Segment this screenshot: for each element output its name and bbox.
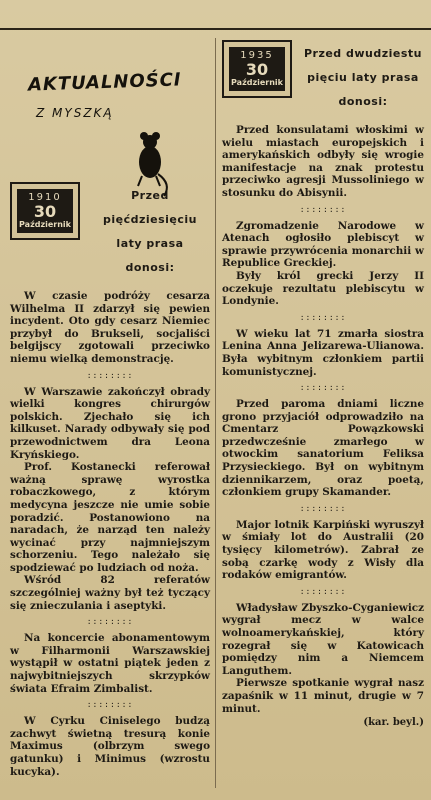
news-item: Przed konsulatami włoskimi w wielu miastach europejskich i amerykańskich odbyły się wrogie manifestacje na znak protestu przeciwko agresji Mussoliniego w stosunku do Abisynii. — [222, 124, 424, 199]
separator: :::::::: — [86, 700, 134, 710]
top-rule — [0, 28, 431, 30]
separator: :::::::: — [299, 312, 347, 322]
date-month: Październik — [19, 220, 71, 229]
separator: :::::::: — [86, 370, 134, 380]
news-item: Władysław Zbyszko-Cyganiewicz wygrał mecz w walce wolnoamerykańskiej, który rozegrał się w Katowicach pomiędzy nim a Niemcem Languthem. — [222, 601, 424, 677]
masthead — [10, 36, 210, 178]
right-column — [222, 36, 424, 728]
mouse-icon — [128, 128, 176, 200]
intro-text: Przed pięćdziesięciu laty prasa donosi: — [102, 189, 198, 274]
separator: :::::::: — [299, 204, 347, 214]
dateline-1935 — [222, 40, 424, 114]
news-item: W wieku lat 71 zmarła siostra Lenina Anna Jelizarewa-Ulianowa. Była wybitnym członkiem partii komunistycznej. — [222, 327, 424, 378]
separator: :::::::: — [299, 383, 347, 393]
news-item: W Cyrku Ciniselego budzą zachwyt świetną tresurą konie Maximus (olbrzym swego gatunku) i Minimus (wzrostu kucyka). — [10, 715, 210, 778]
news-item: W czasie podróży cesarza Wilhelma II zdarzył się pewien incydent. Oto gdy cesarz Niemiec przybył do Brukseli, socjaliści belgijscy zgotowali przeciwko niemu wielką demonstrację. — [10, 290, 210, 365]
separator: :::::::: — [86, 617, 134, 627]
news-item: Na koncercie abonamentowym w Filharmonii Warszawskiej wystąpił w ostatni piątek jeden z najwybitniejszych skrzypków świata Efraim Zimbalist. — [10, 632, 210, 695]
author-signature: (kar. beyl.) — [363, 717, 424, 729]
news-item: Były król grecki Jerzy II oczekuje rezultatu plebiscytu w Londynie. — [222, 269, 424, 308]
date-day: 30 — [33, 202, 57, 221]
news-item: Pierwsze spotkanie wygrał nasz zapaśnik w 11 minut, drugie w 7 minut. — [222, 677, 424, 715]
column-divider — [215, 38, 216, 788]
date-month: Październik — [231, 78, 283, 87]
news-item: Przed paroma dniami liczne grono przyjaciół odprowadziło na Cmentarz Powązkowski przedwcześnie zmarłego w otwockim sanatorium Feliksa Przysieckiego. Był on wybitnym dziennikarzem, oraz poetą, członkiem grupy Skamander. — [222, 398, 424, 499]
separator: :::::::: — [299, 503, 347, 513]
masthead-subtitle: Z MYSZKĄ — [36, 106, 114, 120]
masthead-title: AKTUALNOŚCI — [27, 69, 182, 96]
news-item: Major lotnik Karpiński wyruszył w śmiały lot do Australii (20 tysięcy kilometrów). Zabrał ze sobą czarkę wody z Wisły dla rodaków emigrantów. — [222, 518, 424, 582]
date-year: 1935 — [240, 50, 274, 61]
dateline-1910 — [10, 182, 210, 280]
news-item: Wśród 82 referatów szczególniej ważny był też tyczący się znieczulania i aseptyki. — [10, 574, 210, 612]
date-year: 1910 — [28, 192, 62, 203]
news-item: Zgromadzenie Narodowe w Atenach ogłosiło plebiscyt w sprawie przywrócenia monarchii w Republice Greckiej. — [222, 219, 424, 270]
date-day: 30 — [245, 60, 269, 79]
date-box — [222, 40, 292, 98]
news-item: W Warszawie zakończył obrady wielki kongres chirurgów polskich. Zjechało się ich kilkuset. Narady odbywały się pod przewodnictwem dra Leona Kryńskiego. — [10, 385, 210, 461]
news-item: Prof. Kostanecki referował ważną sprawę wyrostka robaczkowego, z którym medycyna jeszcze nie umie sobie poradzić. Postanowiono na naradach, że narząd ten należy wycinać przy najmniejszym schorzeniu. Tego należało się spodziewać po ludziach od noża. — [10, 461, 210, 574]
left-column — [10, 36, 210, 778]
separator: :::::::: — [299, 586, 347, 596]
date-box — [10, 182, 80, 240]
intro-text: Przed dwudziestu pięciu laty prasa donosi: — [303, 47, 423, 108]
